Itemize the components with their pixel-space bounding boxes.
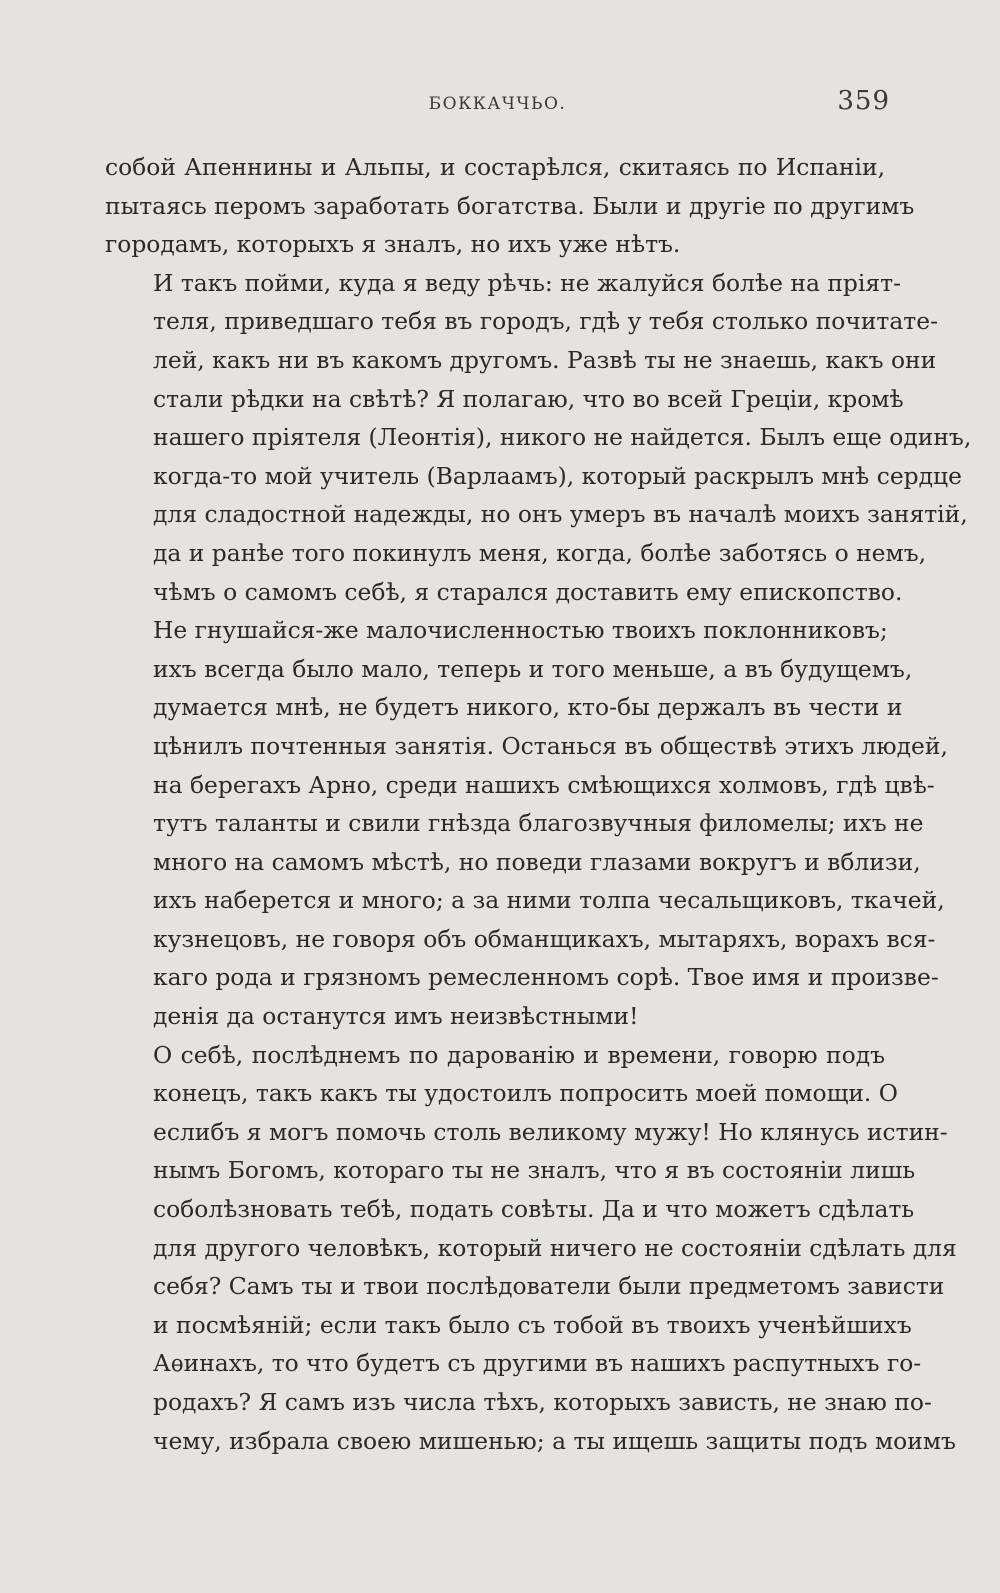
text-line: чѣмъ о самомъ себѣ, я старался доставить ему епископство. [153, 577, 903, 606]
text-line: ихъ всегда было мало, теперь и того меньше, а въ будущемъ, [153, 654, 913, 683]
text-line: для другого человѣкъ, который ничего не состояніи сдѣлать для [153, 1233, 957, 1262]
text-line: нымъ Богомъ, котораго ты не зналъ, что я въ состояніи лишь [153, 1156, 916, 1185]
text-line: теля, приведшаго тебя въ городъ, гдѣ у тебя столько почитате- [153, 307, 938, 336]
text-line: собой Апеннины и Альпы, и состарѣлся, скитаясь по Испаніи, [105, 153, 885, 181]
text-line: еслибъ я могъ помочь столь великому мужу! Но клянусь истин- [153, 1117, 948, 1146]
text-line: кузнецовъ, не говоря объ обманщикахъ, мытаряхъ, ворахъ вся- [153, 924, 936, 953]
text-line: и посмѣяній; если такъ было съ тобой въ твоихъ ученѣйшихъ [153, 1310, 912, 1339]
running-title: БОККАЧЧЬО. [428, 94, 567, 114]
text-line: родахъ? Я самъ изъ числа тѣхъ, которыхъ зависть, не знаю по- [153, 1388, 932, 1416]
text-line: И такъ пойми, куда я веду рѣчь: не жалуйся болѣе на пріят- [153, 268, 901, 297]
text-line: чему, избрала своею мишенью; а ты ищешь защиты подъ моимъ [153, 1426, 956, 1455]
text-line: соболѣзновать тебѣ, подать совѣты. Да и что можетъ сдѣлать [153, 1195, 915, 1224]
paragraph [105, 611, 948, 1036]
paragraph [105, 148, 915, 264]
text-line: лей, какъ ни въ какомъ другомъ. Развѣ ты не знаешь, какъ они [153, 345, 937, 374]
text-line: на берегахъ Арно, среди нашихъ смѣющихся холмовъ, гдѣ цвѣ- [153, 770, 935, 799]
body-text [105, 148, 972, 1460]
text-line: да и ранѣе того покинулъ меня, когда, болѣе заботясь о немъ, [153, 538, 927, 567]
text-line: денія да останутся имъ неизвѣстными! [153, 1002, 639, 1031]
text-line: каго рода и грязномъ ремесленномъ сорѣ. Твое имя и произве- [153, 963, 939, 992]
text-line: Аѳинахъ, то что будетъ съ другими въ нашихъ распутныхъ го- [153, 1349, 922, 1378]
running-head [105, 86, 890, 116]
text-line: городамъ, которыхъ я зналъ, но ихъ уже нѣтъ. [105, 230, 681, 259]
text-line: много на самомъ мѣстѣ, но поведи глазами вокругъ и вблизи, [153, 847, 921, 876]
text-line: для сладостной надежды, но онъ умеръ въ началѣ моихъ занятій, [153, 500, 968, 529]
text-line: ихъ наберется и много; а за ними толпа чесальщиковъ, ткачей, [153, 886, 945, 915]
text-line: пытаясь перомъ заработать богатства. Были и другіе по другимъ [105, 191, 915, 220]
text-line: конецъ, такъ какъ ты удостоилъ попросить моей помощи. О [153, 1079, 898, 1108]
text-line: думается мнѣ, не будетъ никого, кто-бы держалъ въ чести и [153, 693, 903, 722]
paragraph [105, 264, 972, 611]
paragraph [105, 1036, 957, 1461]
text-line: О себѣ, послѣднемъ по дарованію и времени, говорю подъ [153, 1040, 885, 1069]
text-line: Не гнушайся-же малочисленностью твоихъ поклонниковъ; [153, 616, 888, 645]
text-line: тутъ таланты и свили гнѣзда благозвучныя филомелы; ихъ не [153, 809, 924, 838]
text-line: себя? Самъ ты и твои послѣдователи были предметомъ зависти [153, 1272, 945, 1301]
text-line: цѣнилъ почтенныя занятія. Останься въ обществѣ этихъ людей, [153, 731, 948, 760]
text-line: стали рѣдки на свѣтѣ? Я полагаю, что во всей Греціи, кромѣ [153, 384, 904, 413]
page-number: 359 [837, 86, 890, 116]
text-line: когда-то мой учитель (Варлаамъ), который раскрылъ мнѣ сердце [153, 461, 962, 490]
text-line: нашего пріятеля (Леонтія), никого не найдется. Былъ еще одинъ, [153, 423, 972, 452]
